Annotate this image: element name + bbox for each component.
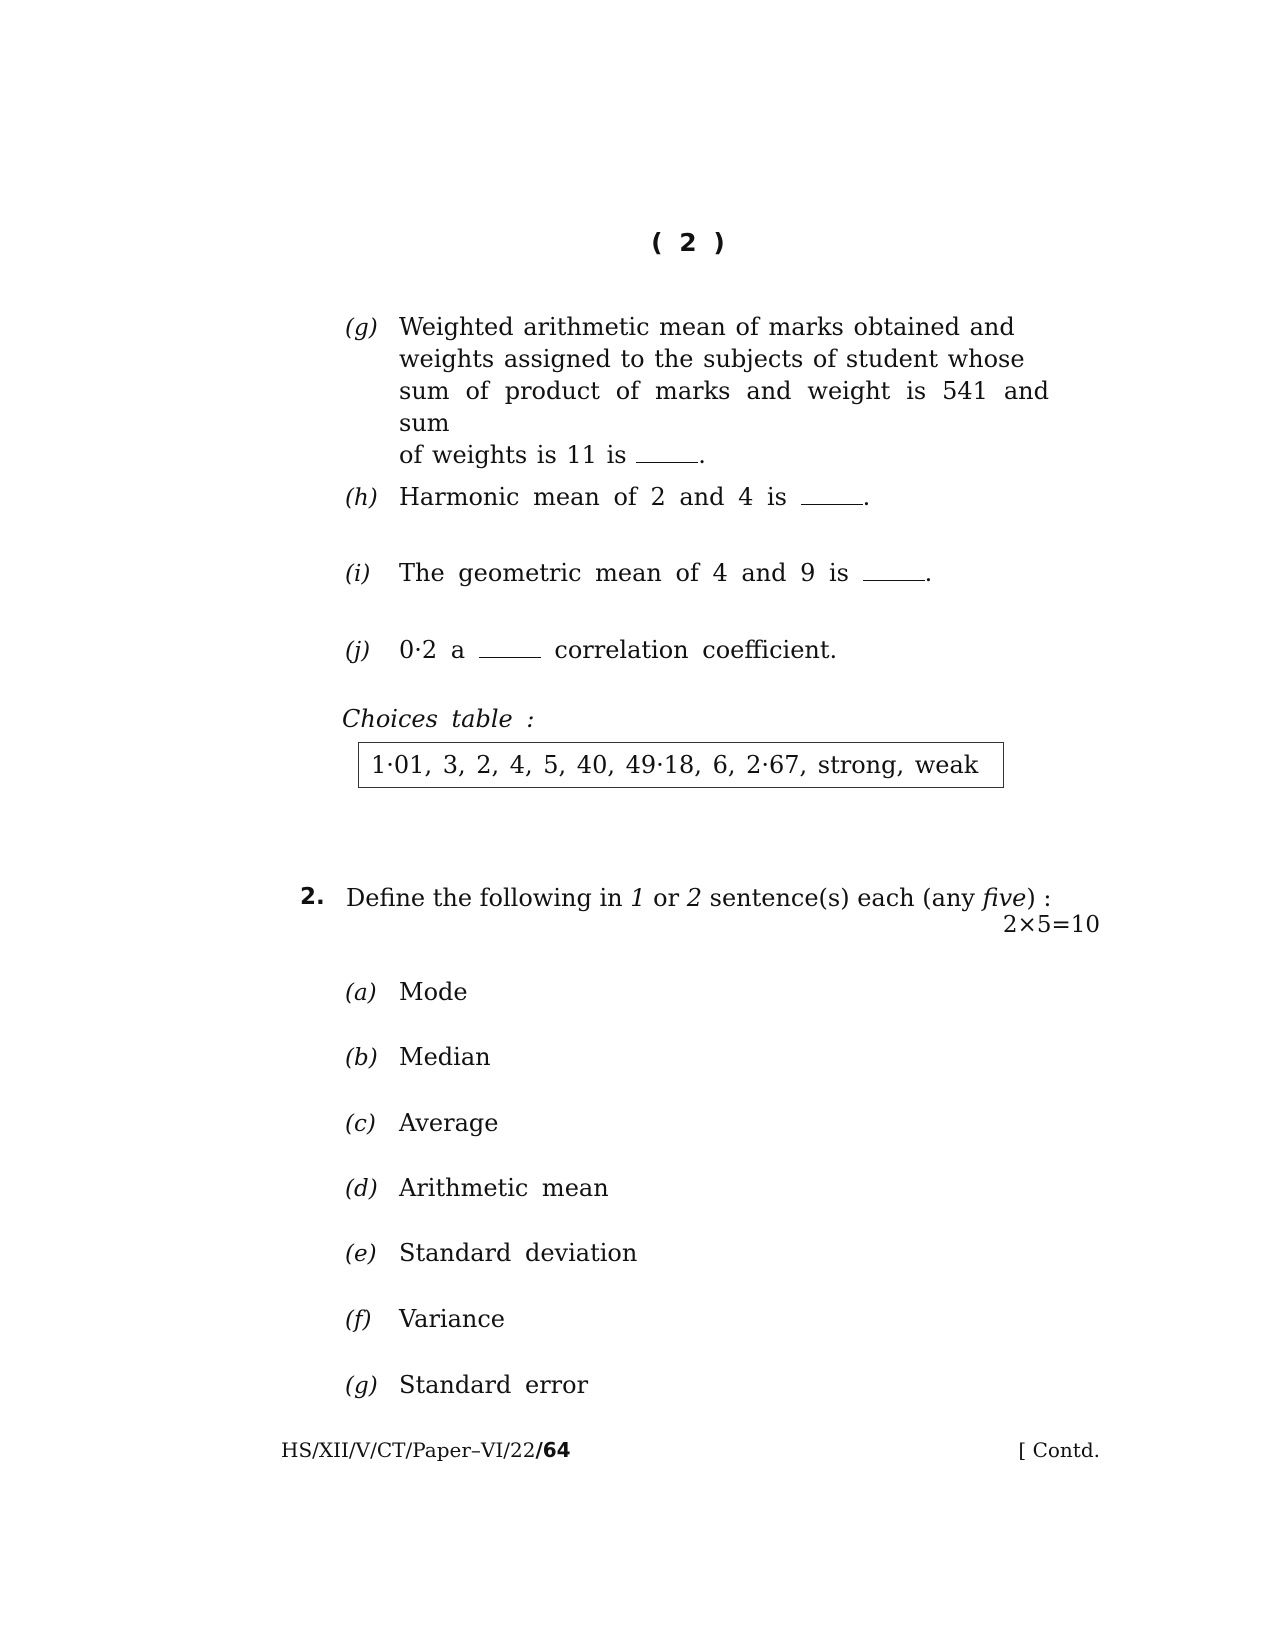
q2-text-2: or xyxy=(645,884,687,912)
choices-values: 1·01, 3, 2, 4, 5, 40, 49·18, 6, 2·67, strong, weak xyxy=(371,751,979,779)
item-label-d: (d) xyxy=(345,1176,378,1202)
q2-em-3: five xyxy=(982,884,1027,912)
choices-table-label: Choices table : xyxy=(342,705,535,733)
item-label-e: (e) xyxy=(345,1241,377,1267)
question-2-prompt xyxy=(346,882,1051,914)
item-variance: Variance xyxy=(399,1305,505,1333)
q2-text-3: sentence(s) each (any xyxy=(702,884,983,912)
answer-blank-i xyxy=(863,578,925,581)
q2-text-1: Define the following in xyxy=(346,884,631,912)
answer-blank-h xyxy=(801,502,863,505)
item-label-a: (a) xyxy=(345,980,377,1006)
answer-blank-j xyxy=(479,655,541,658)
question-j xyxy=(399,634,837,666)
item-arithmetic-mean: Arithmetic mean xyxy=(399,1174,609,1202)
question-h-text: Harmonic mean of 2 and 4 is xyxy=(399,483,787,511)
question-label-i: (i) xyxy=(345,561,371,587)
question-label-g: (g) xyxy=(345,315,378,341)
continued-note: [ Contd. xyxy=(1018,1438,1100,1462)
question-label-h: (h) xyxy=(345,485,378,511)
question-h xyxy=(399,481,870,513)
question-2-number: 2. xyxy=(300,884,325,910)
item-label-c: (c) xyxy=(345,1111,376,1137)
question-g-line-4 xyxy=(399,439,1049,471)
item-label-f: (f) xyxy=(345,1307,372,1333)
question-i-text: The geometric mean of 4 and 9 is xyxy=(399,559,849,587)
question-g-line-1: Weighted arithmetic mean of marks obtained and xyxy=(399,313,1015,341)
question-g-end: . xyxy=(698,441,706,469)
question-2-marks: 2×5=10 xyxy=(1002,912,1100,938)
q2-em-2: 2 xyxy=(686,884,702,912)
question-g-line-3: sum of product of marks and weight is 541 and sum xyxy=(399,377,1049,437)
item-mode: Mode xyxy=(399,978,468,1006)
question-g xyxy=(399,311,1049,471)
q2-text-4: ) : xyxy=(1026,884,1052,912)
question-label-j: (j) xyxy=(345,638,371,664)
q2-em-1: 1 xyxy=(630,884,646,912)
question-h-end: . xyxy=(862,483,871,511)
question-g-line-4-text: of weights is 11 is xyxy=(399,441,627,469)
item-average: Average xyxy=(399,1109,499,1137)
item-label-g: (g) xyxy=(345,1373,378,1399)
question-j-end: correlation coefficient. xyxy=(554,636,838,664)
page-number: ( 2 ) xyxy=(651,228,729,257)
question-j-text: 0·2 a xyxy=(399,636,466,664)
item-standard-deviation: Standard deviation xyxy=(399,1239,638,1267)
answer-blank-g xyxy=(636,460,698,463)
paper-code xyxy=(281,1438,571,1462)
paper-code-text: HS/XII/V/CT/Paper–VI/22 xyxy=(281,1438,536,1462)
item-label-b: (b) xyxy=(345,1045,378,1071)
question-i-end: . xyxy=(924,559,933,587)
item-standard-error: Standard error xyxy=(399,1371,589,1399)
paper-code-number: /64 xyxy=(535,1438,571,1462)
choices-table xyxy=(358,742,1004,788)
question-g-line-2: weights assigned to the subjects of student whose xyxy=(399,345,1025,373)
question-i xyxy=(399,557,932,589)
item-median: Median xyxy=(399,1043,491,1071)
